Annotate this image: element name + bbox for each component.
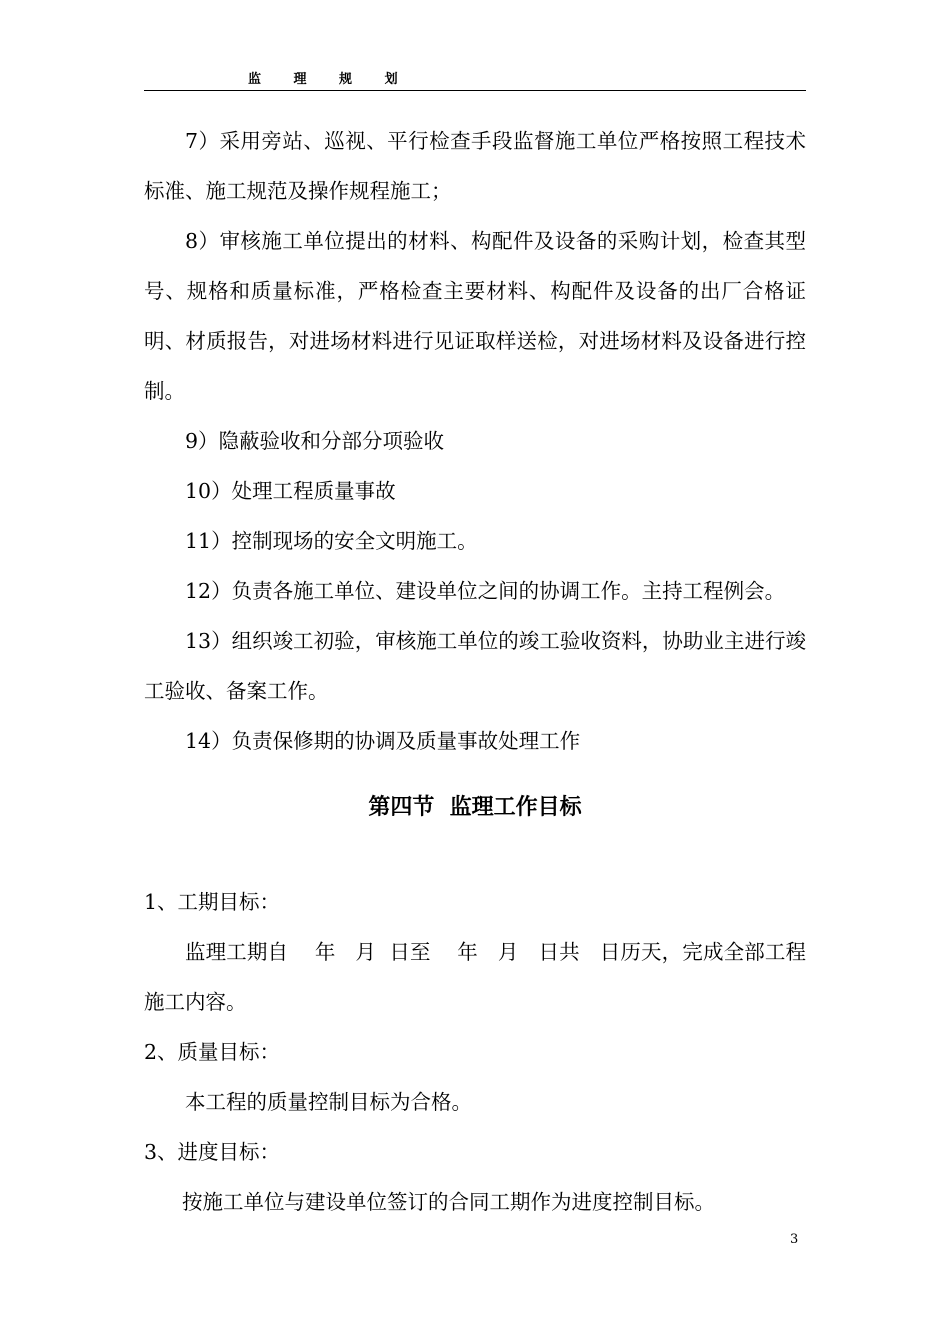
- list-item: 8）审核施工单位提出的材料、构配件及设备的采购计划，检查其型号、规格和质量标准，严格检查主要材料、构配件及设备的出厂合格证明、材质报告，对进场材料进行见证取样送检，对进场材料及设备进行控制。: [144, 229, 806, 403]
- duty-list: [144, 116, 806, 766]
- schedule-goal-heading: 1、工期目标：: [144, 890, 281, 914]
- page-number: 3: [790, 1232, 799, 1247]
- list-item: 9）隐蔽验收和分部分项验收: [185, 429, 445, 453]
- list-item: 7）采用旁站、巡视、平行检查手段监督施工单位严格按照工程技术标准、施工规范及操作规程施工；: [144, 129, 806, 203]
- section-title: 第四节 监理工作目标: [368, 795, 582, 820]
- quality-goal-heading: 2、质量目标：: [144, 1040, 281, 1064]
- list-item: 11）控制现场的安全文明施工。: [185, 529, 478, 553]
- page-header: [144, 72, 806, 91]
- list-item: 13）组织竣工初验，审核施工单位的竣工验收资料，协助业主进行竣工验收、备案工作。: [144, 629, 806, 703]
- list-item: 14）负责保修期的协调及质量事故处理工作: [185, 729, 581, 753]
- quality-goal-text: 本工程的质量控制目标为合格。: [185, 1090, 472, 1114]
- progress-goal-text: 按施工单位与建设单位签订的合同工期作为进度控制目标。: [182, 1190, 715, 1214]
- header-title: 监 理 规 划: [248, 72, 412, 87]
- goals-section: [144, 877, 806, 1227]
- progress-goal-heading: 3、进度目标：: [144, 1140, 281, 1164]
- list-item: 10）处理工程质量事故: [185, 479, 396, 503]
- list-item: 12）负责各施工单位、建设单位之间的协调工作。主持工程例会。: [185, 579, 786, 603]
- schedule-goal-text: 监理工期自 年 月 日至 年 月 日共 日历天，完成全部工程施工内容。: [144, 940, 806, 1014]
